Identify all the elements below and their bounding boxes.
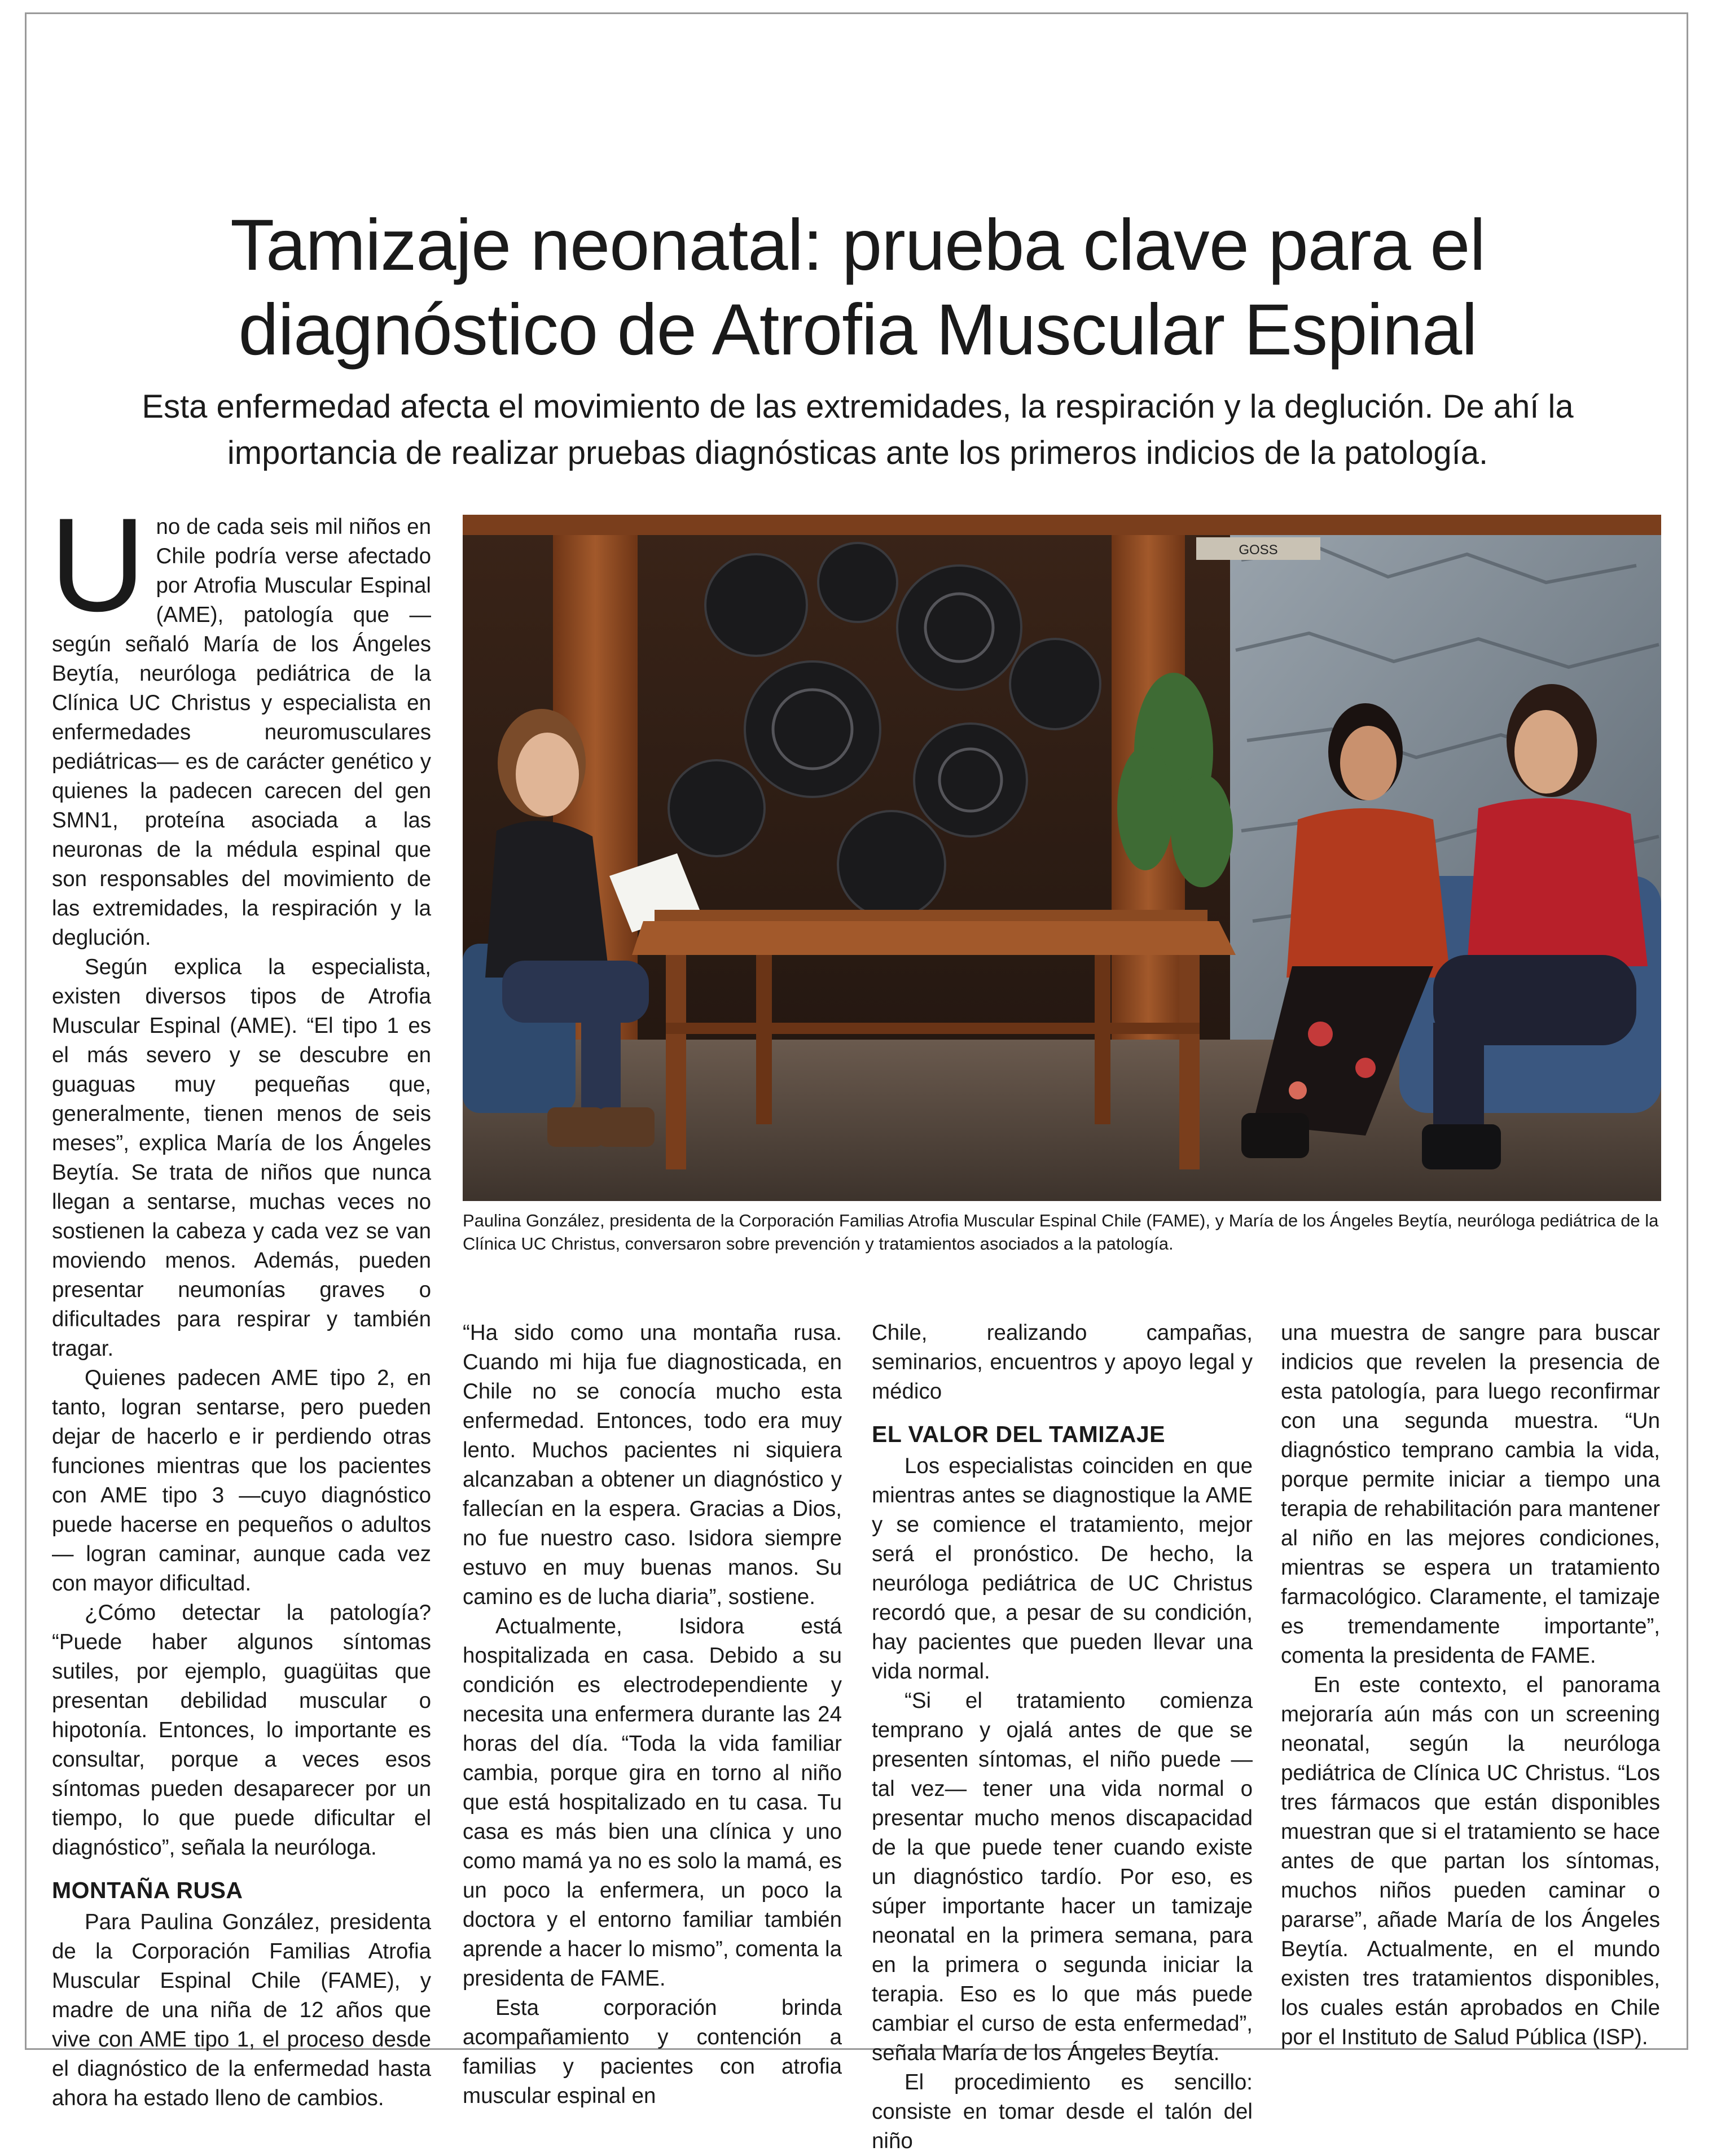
drop-cap: U xyxy=(50,490,146,639)
photo-caption: Paulina González, presidenta de la Corporación Familias Atrofia Muscular Espinal Chile (FAME), y María de los Ángeles Beytía, neuróloga pediátrica de la Clínica UC Christus, conversaron sobre prevención y tratamientos asociados a la patología. xyxy=(463,1211,1659,1254)
paragraph: Para Paulina González, presidenta de la Corporación Familias Atrofia Muscular Espinal Chile (FAME), y madre de una niña de 12 años que vive con AME tipo 1, el proceso desde el diagnóstico de la enfermedad hasta ahora ha estado lleno de cambios. xyxy=(52,1910,431,2110)
paragraph: “Si el tratamiento comienza temprano y ojalá antes de que se presenten síntomas, el niño puede —tal vez— tener una vida normal o presentar mucho menos discapacidad de la que puede tener cuando existe un diagnóstico tardío. Por eso, es súper importante hacer un tamizaje neonatal en la primera semana, para en la primera o segunda iniciar la terapia. Eso es lo que más puede cambiar el curso de esta enfermedad”, señala María de los Ángeles Beytía. xyxy=(872,1689,1253,2065)
paragraph: Actualmente, Isidora está hospitalizada en casa. Debido a su condición es electrodependiente y necesita una enfermera durante las 24 horas del día. “Toda la vida familiar cambia, porque gira en torno al niño que está hospitalizado en tu casa. Tu casa es más bien una clínica y uno como mamá ya no es solo la mamá, es un poco la enfermera, un poco la doctora y el entorno familiar también aprende a hacer lo mismo”, comenta la presidenta de FAME. xyxy=(463,1614,842,1991)
deck-line-1: Esta enfermedad afecta el movimiento de las extremidades, la respiración y la deglución. De ahí la xyxy=(142,388,1574,425)
article-column-1 xyxy=(50,490,431,2113)
article-column-2 xyxy=(463,1318,842,2111)
subhead-montana-rusa: MONTAÑA RUSA xyxy=(52,1877,243,1903)
article-photo xyxy=(463,515,1661,1201)
paragraph: Quienes padecen AME tipo 2, en tanto, logran sentarse, pero pueden dejar de hacerlo e ir perdiendo otras funciones mientras que los pacientes con AME tipo 3 —cuyo diagnóstico puede hacerse en pequeños o adultos— logran caminar, aunque cada vez con mayor dificultad. xyxy=(52,1366,431,1596)
interview-scene-image xyxy=(463,515,1661,1201)
subhead-el-valor-del-tamizaje: EL VALOR DEL TAMIZAJE xyxy=(872,1421,1165,1447)
deck-line-2: importancia de realizar pruebas diagnósticas ante los primeros indicios de la patología. xyxy=(227,435,1488,471)
paragraph: una muestra de sangre para buscar indicios que revelen la presencia de esta patología, para luego reconfirmar con una segunda muestra. “Un diagnóstico temprano cambia la vida, porque permite iniciar a tiempo una terapia de rehabilitación para mantener al niño en las mejores condiciones, mientras se espera un tratamiento farmacológico. Claramente, el tamizaje es tremendamente importante”, comenta la presidenta de FAME. xyxy=(1281,1321,1660,1668)
paragraph: Según explica la especialista, existen diversos tipos de Atrofia Muscular Espinal (AME). “El tipo 1 es el más severo y se descubre en guaguas muy pequeñas que, generalmente, tienen menos de seis meses”, explica María de los Ángeles Beytía. Se trata de niños que nunca llegan a sentarse, muchas veces no sostienen la cabeza y cada vez se van moviendo menos. Además, pueden presentar neumonías graves o dificultades para respirar y también tragar. xyxy=(52,955,431,1361)
headline xyxy=(68,203,1648,373)
headline-line-2: diagnóstico de Atrofia Muscular Espinal xyxy=(238,290,1477,370)
article-column-3 xyxy=(872,1318,1253,2156)
paragraph-lead-text: no de cada seis mil niños en Chile podría verse afectado por Atrofia Muscular Espinal (AME), patología que —según señaló María de los Ángeles Beytía, neuróloga pediátrica de la Clínica UC Christus y especialista en enfermedades neuromusculares pediátricas— es de carácter genético y quienes la padecen carecen del gen SMN1, proteína asociada a las neuronas de la médula espinal que son responsables del movimiento de las extremidades, la respiración y la deglución. xyxy=(52,515,431,950)
photo-sign-text: GOSS xyxy=(1239,542,1278,558)
headline-line-1: Tamizaje neonatal: prueba clave para el xyxy=(230,205,1485,286)
paragraph: “Ha sido como una montaña rusa. Cuando mi hija fue diagnosticada, en Chile no se conocía mucho esta enfermedad. Entonces, todo era muy lento. Muchos pacientes ni siquiera alcanzaban a obtener un diagnóstico y fallecían en la espera. Gracias a Dios, no fue nuestro caso. Isidora siempre estuvo en muy buenas manos. Su camino es de lucha diaria”, sostiene. xyxy=(463,1321,842,1609)
paragraph: El procedimiento es sencillo: consiste en tomar desde el talón del niño xyxy=(872,2070,1253,2153)
paragraph: En este contexto, el panorama mejoraría aún más con un screening neonatal, según la neuróloga pediátrica de Clínica UC Christus. “Los tres fármacos que están disponibles muestran que si el tratamiento se hace antes de que partan los síntomas, muchos niños pueden caminar o pararse”, añade María de los Ángeles Beytía. Actualmente, en el mundo existen tres tratamientos disponibles, los cuales están aprobados en Chile por el Instituto de Salud Pública (ISP). xyxy=(1281,1673,1660,2049)
paragraph: Los especialistas coinciden en que mientras antes se diagnostique la AME y se comience el tratamiento, mejor será el pronóstico. De hecho, la neuróloga pediátrica de UC Christus recordó que, a pesar de su condición, hay pacientes que pueden llevar una vida normal. xyxy=(872,1454,1253,1684)
paragraph: Chile, realizando campañas, seminarios, encuentros y apoyo legal y médico xyxy=(872,1321,1253,1404)
paragraph: Esta corporación brinda acompañamiento y contención a familias y pacientes con atrofia muscular espinal en xyxy=(463,1996,842,2108)
paragraph-lead xyxy=(50,490,431,953)
paragraph: ¿Cómo detectar la patología? “Puede haber algunos síntomas sutiles, por ejemplo, guagüitas que presentan debilidad muscular o hipotonía. Entonces, lo importante es consultar, porque a veces esos síntomas pueden desaparecer por un tiempo, lo que puede dificultar el diagnóstico”, señala la neuróloga. xyxy=(52,1601,431,1860)
article-column-4 xyxy=(1281,1318,1660,2052)
deck-subtitle xyxy=(51,384,1665,476)
